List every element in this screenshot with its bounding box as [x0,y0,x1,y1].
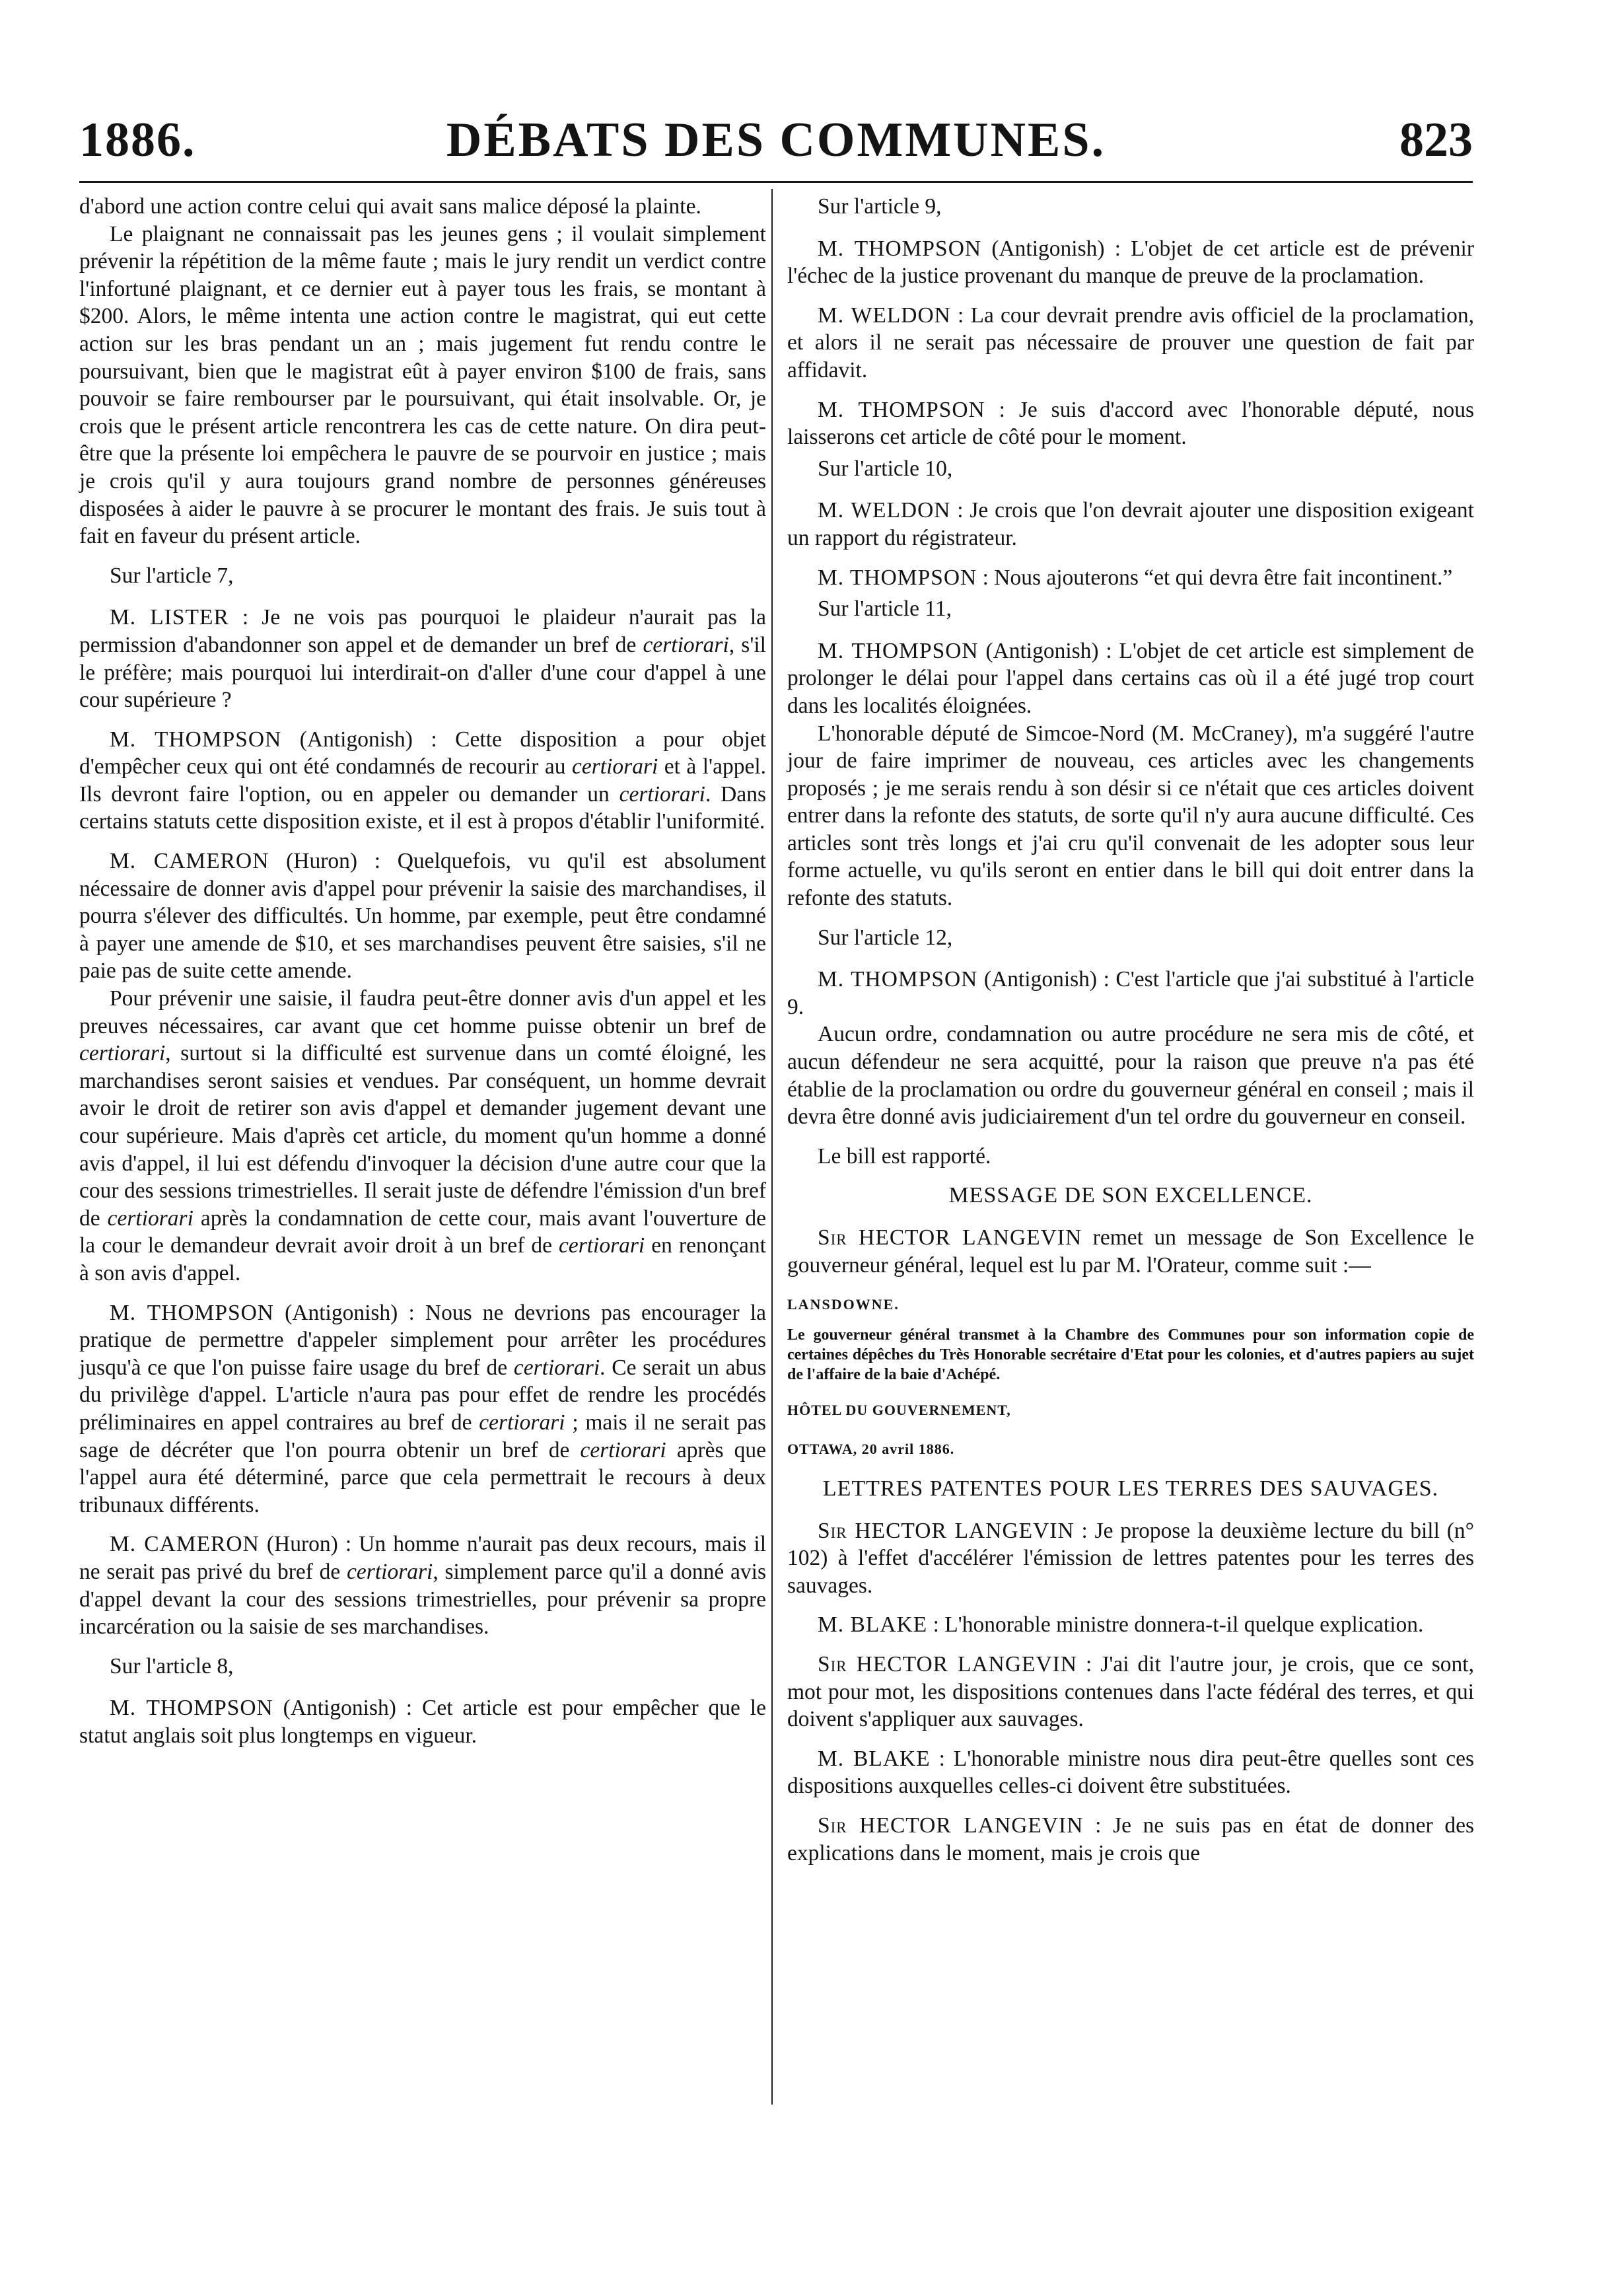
speech-paragraph: M. BLAKE : L'honorable ministre nous dira peut-être quelles sont ces dispositions auxquelles celles-ci doivent être substituées. [787,1746,1474,1799]
speaker-name: M. WELDON [818,303,951,328]
section-heading: MESSAGE DE SON EXCELLENCE. [948,1183,1313,1208]
speaker-name: M. THOMPSON [110,727,282,752]
speaker-name: M. BLAKE [818,1746,931,1771]
speech-paragraph: M. THOMPSON (Antigonish) : Cette disposition a pour objet d'empêcher ceux qui ont été condamnés de recourir au certiorari et à l'appel. Ils devront faire l'option, ou en appeler ou demander un certiorari. Dans certains statuts cette disposition existe, et il est à propos d'établir l'uniformité. [79,727,766,834]
speech-paragraph: Sir HECTOR LANGEVIN : Je propose la deuxième lecture du bill (n° 102) à l'effet d'accélérer l'émission de lettres patentes pour les terres des sauvages. [787,1518,1474,1598]
speech-paragraph: M. CAMERON (Huron) : Quelquefois, vu qu'il est absolument nécessaire de donner avis d'appel pour prévenir la saisie des marchandises, il pourra s'élever des difficultés. Un homme, par exemple, peut être condamné à payer une amende de $10, et ses marchandises peuvent être saisies, s'il ne paie pas de suite cette amende. [79,849,766,984]
speaker-name: M. THOMPSON [818,565,977,590]
speaker-name: M. THOMPSON [110,1696,273,1721]
speech-paragraph: M. THOMPSON (Antigonish) : Nous ne devrions pas encourager la pratique de permettre d'appeler simplement pour arrêter les procédures jusqu'à ce que l'on puisse faire usage du bref de certiorari. Ce serait un abus du privilège d'appel. L'article n'aura pas pour effet de rendre les procédés préliminaires en appel contraires au bref de certiorari ; mais il ne serait pas sage de décréter que l'on pourra obtenir un bref de certiorari après que l'appel aura été déterminé, parce que cela permettrait le recours à deux tribunaux différents. [79,1300,766,1517]
speech-paragraph: Sir HECTOR LANGEVIN remet un message de Son Excellence le gouverneur général, lequel est lu par M. l'Orateur, comme suit :— [787,1225,1474,1278]
message-date: OTTAWA, 20 avril 1886. [787,1441,955,1458]
quoted-article: Aucun ordre, condamnation ou autre procédure ne sera mis de côté, et aucun défendeur ne sera acquitté, pour la raison que preuve n'a pas été établie de la proclamation ou ordre du gouverneur général en conseil ; mais il devra être donné avis judiciairement d'un tel ordre du gouverneur en conseil. [787,1022,1474,1130]
speech-paragraph: Sir HECTOR LANGEVIN : J'ai dit l'autre jour, je crois, que ce sont, mot pour mot, les dispositions contenues dans l'acte fédéral des terres, et qui doivent s'appliquer aux sauvages. [787,1651,1474,1732]
speech-paragraph: M. LISTER : Je ne vois pas pourquoi le plaideur n'aurait pas la permission d'abandonner son appel et de demander un bref de certiorari, s'il le préfère; mais pourquoi lui interdirait-on d'aller d'une cour d'appel à une cour supérieure ? [79,605,767,713]
header-year: 1886. [79,113,196,167]
paragraph: L'honorable député de Simcoe-Nord (M. McCraney), m'a suggéré l'autre jour de faire imprimer de nouveau, ces articles avec les changements proposés ; je me serais rendu à son désir si ce n'était que ces articles doivent entrer dans la refonte des statuts, de sorte qu'il n'y aura aucune difficulté. Ces articles sont très longs et j'ai cru qu'il convenait de les adopter sous leur forme actuelle, vu qu'ils seront en entier dans le bill qui doit entrer dans la refonte des statuts. [787,721,1474,911]
header-page-number: 823 [1399,113,1473,167]
speaker-name: Sir HECTOR LANGEVIN [818,1518,1075,1543]
message-text: Le gouverneur général transmet à la Chambre des Communes pour son information copie de certaines dépêches du Très Honorable secrétaire d'Etat pour les colonies, et d'autres papiers au sujet de l'affaire de la baie d'Achépé. [787,1326,1474,1383]
speaker-name: M. THOMPSON [818,397,985,422]
paragraph: Pour prévenir une saisie, il faudra peut-être donner avis d'un appel et les preuves nécessaires, car avant que cet homme puisse obtenir un bref de certiorari, surtout si la difficulté est survenue dans un comté éloigné, les marchandises seront saisies et vendues. Par conséquent, un homme devrait avoir le droit de retirer son avis d'appel et demander jugement devant une cour supérieure. Mais d'après cet article, du moment qu'un homme a donné avis d'appel, il lui est défendu d'invoquer la décision d'une autre cour que la cour des sessions trimestrielles. Il serait juste de défendre l'émission d'un bref de certiorari après la condamnation de cette cour, mais avant l'ouverture de la cour le demandeur devrait avoir droit à un bref de certiorari en renonçant à son avis d'appel. [79,986,767,1285]
speech-paragraph: M. THOMPSON (Antigonish) : L'objet de cet article est simplement de prolonger le délai pour l'appel dans certains cas où il a été jugé trop court dans les localités éloignées. [787,638,1474,718]
paragraph: d'abord une action contre celui qui avait sans malice déposé la plainte. [79,194,701,219]
speech-paragraph: M. CAMERON (Huron) : Un homme n'aurait pas deux recours, mais il ne serait pas privé du bref de certiorari, simplement parce qu'il a donné avis d'appel devant la cour des sessions trimestrielles, pour prévenir sa propre incarcération ou la saisie de ses marchandises. [79,1532,766,1640]
article-heading: Sur l'article 8, [110,1653,234,1678]
speech-paragraph: M. THOMPSON : Je suis d'accord avec l'honorable député, nous laisserons cet article de côté pour le moment. [787,397,1474,450]
message-signature: LANSDOWNE. [787,1296,900,1313]
speaker-name: M. THOMPSON [818,236,982,261]
speech-paragraph: Sir HECTOR LANGEVIN : Je ne suis pas en état de donner des explications dans le moment, mais je crois que [787,1813,1475,1865]
paragraph: Le plaignant ne connaissait pas les jeunes gens ; il voulait simplement prévenir la répétition de la même faute ; mais le jury rendit un verdict contre l'infortuné plaignant, et ce dernier eut à payer tous les frais, se montant à $200. Alors, le même intenta une action contre le magistrat, qui eut cette action sur les bras pendant un an ; mais jugement fut rendu contre le poursuivant, bien que le magistrat eût à payer environ $100 de frais, sans pouvoir se faire rembourser par le poursuivant, qui était insolvable. Or, je crois que le présent article rencontrera les cas de cette nature. On dira peut-être que la présente loi empêchera le pauvre de se pourvoir en justice ; mais je crois qu'il y aura toujours grand nombre de personnes généreuses disposées à aider le pauvre à se procurer le montant des frais. Je suis tout à fait en faveur du présent article. [79,221,766,549]
article-heading: Sur l'article 9, [818,194,942,219]
paragraph: Le bill est rapporté. [818,1143,991,1169]
speaker-name: M. LISTER [110,605,229,630]
speaker-name: M. THOMPSON [818,967,978,992]
page-header [79,106,1473,185]
speaker-name: M. BLAKE [818,1612,928,1638]
article-heading: Sur l'article 11, [818,596,952,622]
article-heading: Sur l'article 12, [818,925,953,950]
left-column [79,193,766,1761]
speaker-name: Sir HECTOR LANGEVIN [818,1651,1078,1677]
message-place: HÔTEL DU GOUVERNEMENT, [787,1401,1011,1418]
speaker-name: M. CAMERON [110,1532,260,1557]
article-heading: Sur l'article 7, [110,563,234,588]
speaker-name: Sir HECTOR LANGEVIN [818,1225,1082,1250]
speaker-name: M. WELDON [818,498,951,523]
right-column [787,193,1474,1879]
speaker-name: M. CAMERON [110,849,269,874]
speaker-name: M. THOMPSON [818,638,979,663]
speech-paragraph: M. BLAKE : L'honorable ministre donnera-t-il quelque explication. [818,1612,1424,1638]
speaker-name: M. THOMPSON [110,1300,274,1325]
column-divider [771,189,773,2105]
speech-paragraph: M. THOMPSON : Nous ajouterons “et qui devra être fait incontinent.” [818,565,1453,590]
speech-paragraph: M. THOMPSON (Antigonish) : Cet article est pour empêcher que le statut anglais soit plus longtemps en vigueur. [79,1696,766,1748]
speech-paragraph: M. THOMPSON (Antigonish) : L'objet de cet article est de prévenir l'échec de la justice provenant du manque de preuve de la proclamation. [787,236,1474,289]
article-heading: Sur l'article 10, [818,456,953,481]
speech-paragraph: M. WELDON : Je crois que l'on devrait ajouter une disposition exigeant un rapport du régistrateur. [787,498,1474,550]
section-heading: LETTRES PATENTES POUR LES TERRES DES SAUVAGES. [822,1476,1439,1501]
speech-paragraph: M. THOMPSON (Antigonish) : C'est l'article que j'ai substitué à l'article 9. [787,967,1474,1019]
header-rule [79,181,1473,183]
speaker-name: Sir HECTOR LANGEVIN [818,1813,1084,1838]
speech-paragraph: M. WELDON : La cour devrait prendre avis officiel de la proclamation, et alors il ne serait pas nécessaire de prouver une question de fait par affidavit. [787,303,1474,382]
header-title: DÉBATS DES COMMUNES. [446,113,1106,167]
